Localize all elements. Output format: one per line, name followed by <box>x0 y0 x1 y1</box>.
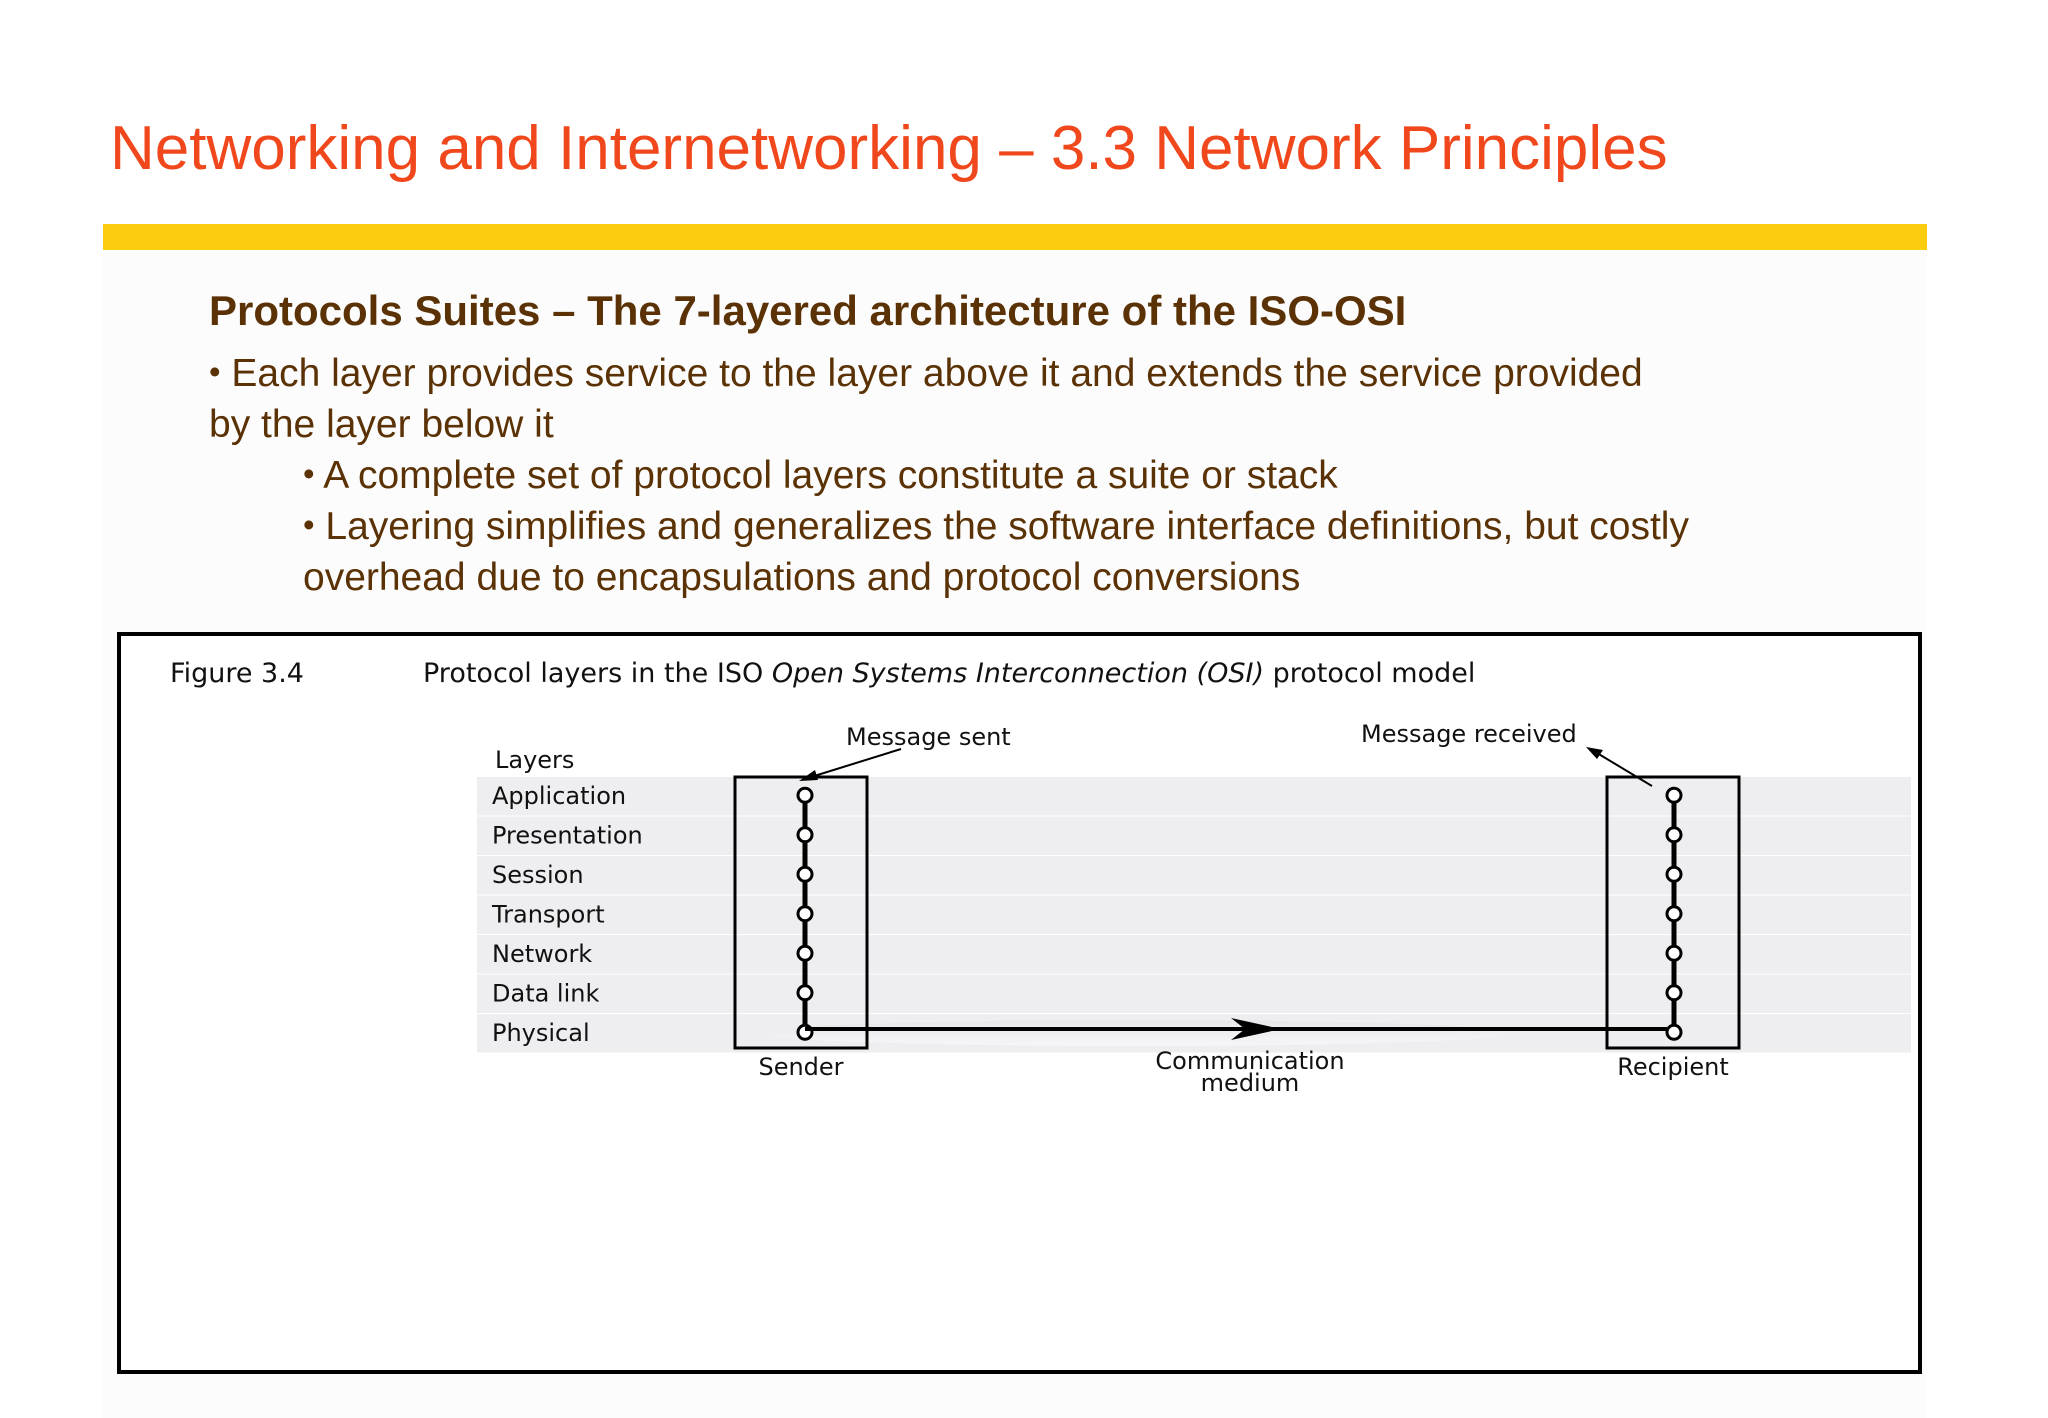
title-accent-bar <box>103 224 1927 250</box>
medium-label-line1: Communication <box>1155 1047 1345 1075</box>
figure-number: Figure 3.4 <box>170 658 304 689</box>
osi-figure <box>117 632 1922 1374</box>
bullet-item <box>209 346 1659 450</box>
layer-node <box>1667 986 1681 1000</box>
message-sent-pointer <box>811 749 901 777</box>
layer-label: Session <box>492 861 584 889</box>
layer-bands <box>477 777 1911 1053</box>
layer-node <box>1667 828 1681 842</box>
message-sent-label: Message sent <box>846 723 1011 751</box>
recipient-label: Recipient <box>1617 1053 1729 1081</box>
message-received-label: Message received <box>1361 720 1577 748</box>
layer-node <box>798 867 812 881</box>
layer-node <box>1667 907 1681 921</box>
layer-band <box>477 975 1911 1014</box>
osi-diagram <box>121 636 1918 1370</box>
figure-caption: Protocol layers in the ISO Open Systems Interconnection (OSI) protocol model <box>423 658 1476 689</box>
layer-node <box>798 986 812 1000</box>
layer-label: Physical <box>492 1019 590 1047</box>
medium-label-line2: medium <box>1200 1069 1300 1097</box>
bullet-icon: • <box>303 506 315 543</box>
layer-label: Network <box>492 940 593 968</box>
layer-band <box>477 935 1911 974</box>
layer-label: Transport <box>492 900 605 929</box>
bullet-icon: • <box>303 455 315 492</box>
slide-title: Networking and Internetworking – 3.3 Network Principles <box>110 114 1668 183</box>
bullet-text: A complete set of protocol layers constitute a suite or stack <box>323 454 1338 497</box>
section-heading: Protocols Suites – The 7-layered architecture of the ISO-OSI <box>209 287 1407 334</box>
sender-label: Sender <box>758 1053 844 1081</box>
bullet-text: Each layer provides service to the layer above it and extends the service provided by the layer below it <box>209 352 1643 446</box>
bullet-icon: • <box>209 353 221 390</box>
layer-node <box>798 828 812 842</box>
layer-band <box>477 896 1911 935</box>
layer-node <box>1667 1025 1681 1039</box>
layer-node <box>798 907 812 921</box>
layer-band <box>477 817 1911 856</box>
layer-node <box>1667 867 1681 881</box>
layer-node <box>798 946 812 960</box>
sub-bullet-item <box>303 499 1753 603</box>
layer-node <box>1667 788 1681 802</box>
bullet-text: Layering simplifies and generalizes the software interface definitions, but costly overhead due to encapsulations and protocol conversions <box>303 505 1689 599</box>
layers-header: Layers <box>495 746 575 774</box>
medium-shading <box>756 1020 1516 1046</box>
sub-bullet-item <box>303 448 1753 501</box>
layer-band <box>477 777 1911 816</box>
layer-node <box>1667 946 1681 960</box>
layer-band <box>477 856 1911 895</box>
layer-label: Data link <box>492 979 600 1008</box>
layer-label: Application <box>492 782 627 810</box>
layer-label: Presentation <box>492 821 643 850</box>
arrow-head-icon <box>1586 747 1603 759</box>
layer-node <box>798 788 812 802</box>
